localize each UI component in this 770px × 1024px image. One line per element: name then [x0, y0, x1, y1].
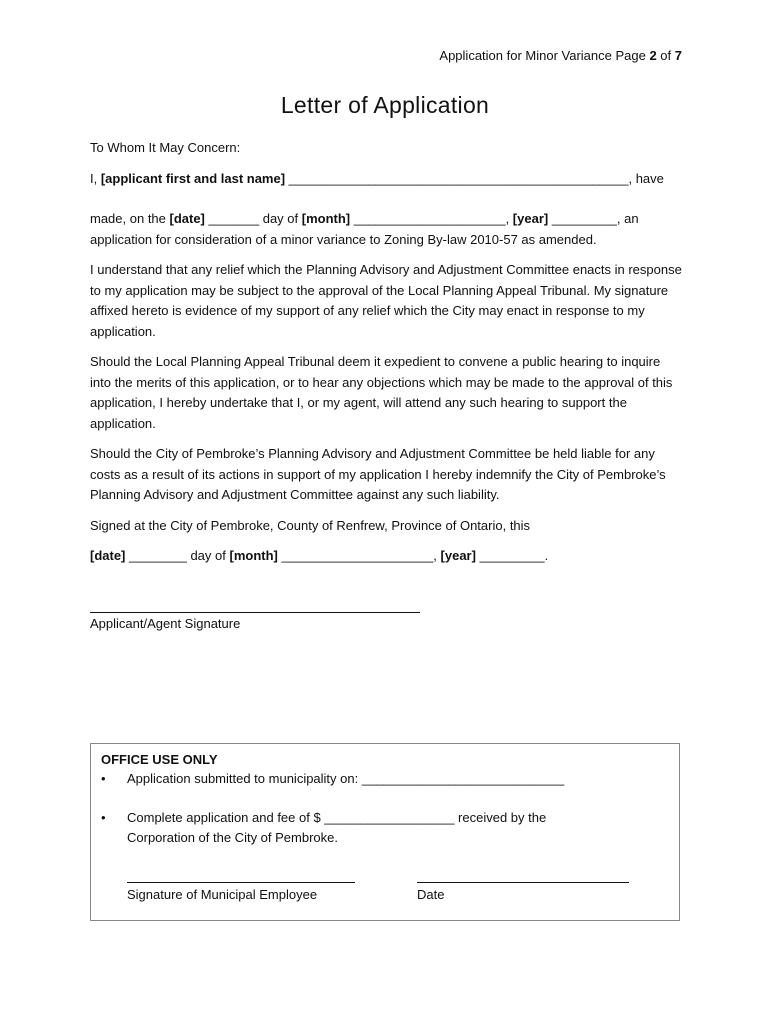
text-fragment: _________, an [548, 211, 639, 226]
applicant-signature-line[interactable] [90, 612, 420, 613]
paragraph-hearing: Should the Local Planning Appeal Tribunal deem it expedient to convene a public hearing to inquire into the merits of this application, or to hear any objections which may be made to the approval of this application, I hereby undertake that I, or my agent, will attend any such hearing to support the application. [90, 354, 673, 431]
office-date-label: Date [417, 887, 445, 902]
month-field-label: [month] [229, 548, 278, 563]
header-of: of [656, 48, 675, 63]
applicant-name-line [90, 169, 682, 190]
applicant-name-field-label: [applicant first and last name] [100, 170, 286, 186]
salutation: To Whom It May Concern: [90, 140, 241, 155]
signing-date-line [90, 546, 682, 567]
employee-signature-label: Signature of Municipal Employee [127, 887, 318, 902]
office-use-box [90, 743, 680, 921]
document-title: Letter of Application [280, 92, 490, 118]
page-header [439, 48, 682, 63]
header-text: Application for Minor Variance Page [439, 48, 650, 63]
paragraph-relief: I understand that any relief which the Planning Advisory and Adjustment Committee enacts in response to my application may be subject to the approval of the Local Planning Appeal Tribunal. My signature affixed hereto is evidence of my support of any relief which the City may enact in response to my application. [90, 262, 682, 339]
text-fragment: made, on the [90, 211, 170, 226]
application-date-line [90, 209, 682, 250]
bullet-icon: • [101, 810, 106, 825]
office-item-submitted-text: Application submitted to municipality on: ____________________________ [127, 771, 565, 786]
text-fragment: application for consideration of a minor variance to Zoning By-law 2010-57 as amended. [90, 231, 597, 247]
applicant-signature-label: Applicant/Agent Signature [90, 616, 241, 631]
header-page-total: 7 [674, 48, 682, 63]
office-item-fee-text-cont: Corporation of the City of Pembroke. [127, 830, 338, 845]
employee-signature-line[interactable] [127, 882, 355, 883]
bullet-icon: • [101, 771, 106, 786]
year-field-label: [year] [512, 211, 549, 226]
header-page-number: 2 [649, 48, 657, 63]
text-fragment: _____________________, [277, 548, 441, 563]
date-field-label: [date] [90, 548, 126, 563]
signed-at-line: Signed at the City of Pembroke, County of Renfrew, Province of Ontario, this [90, 517, 531, 533]
office-use-title: OFFICE USE ONLY [101, 752, 218, 767]
text-fragment: I, [90, 170, 101, 186]
text-fragment: , have [628, 170, 664, 186]
office-item-fee-text: Complete application and fee of $ __________________ received by the [127, 810, 547, 825]
text-fragment: _____________________, [350, 211, 513, 226]
applicant-name-blank: _______________________________________________ [285, 170, 629, 186]
date-field-label: [date] [169, 211, 205, 226]
text-fragment: _______ day of [204, 211, 302, 226]
month-field-label: [month] [301, 211, 351, 226]
text-fragment: _________. [475, 548, 549, 563]
office-date-line[interactable] [417, 882, 629, 883]
year-field-label: [year] [440, 548, 476, 563]
paragraph-indemnify: Should the City of Pembroke’s Planning Advisory and Adjustment Committee be held liable for any costs as a result of its actions in support of my application I hereby indemnify the City of Pembroke’s Planning Advisory and Adjustment Committee against any such liability. [90, 446, 666, 502]
text-fragment: ________ day of [125, 548, 230, 563]
letter-body [90, 138, 682, 577]
